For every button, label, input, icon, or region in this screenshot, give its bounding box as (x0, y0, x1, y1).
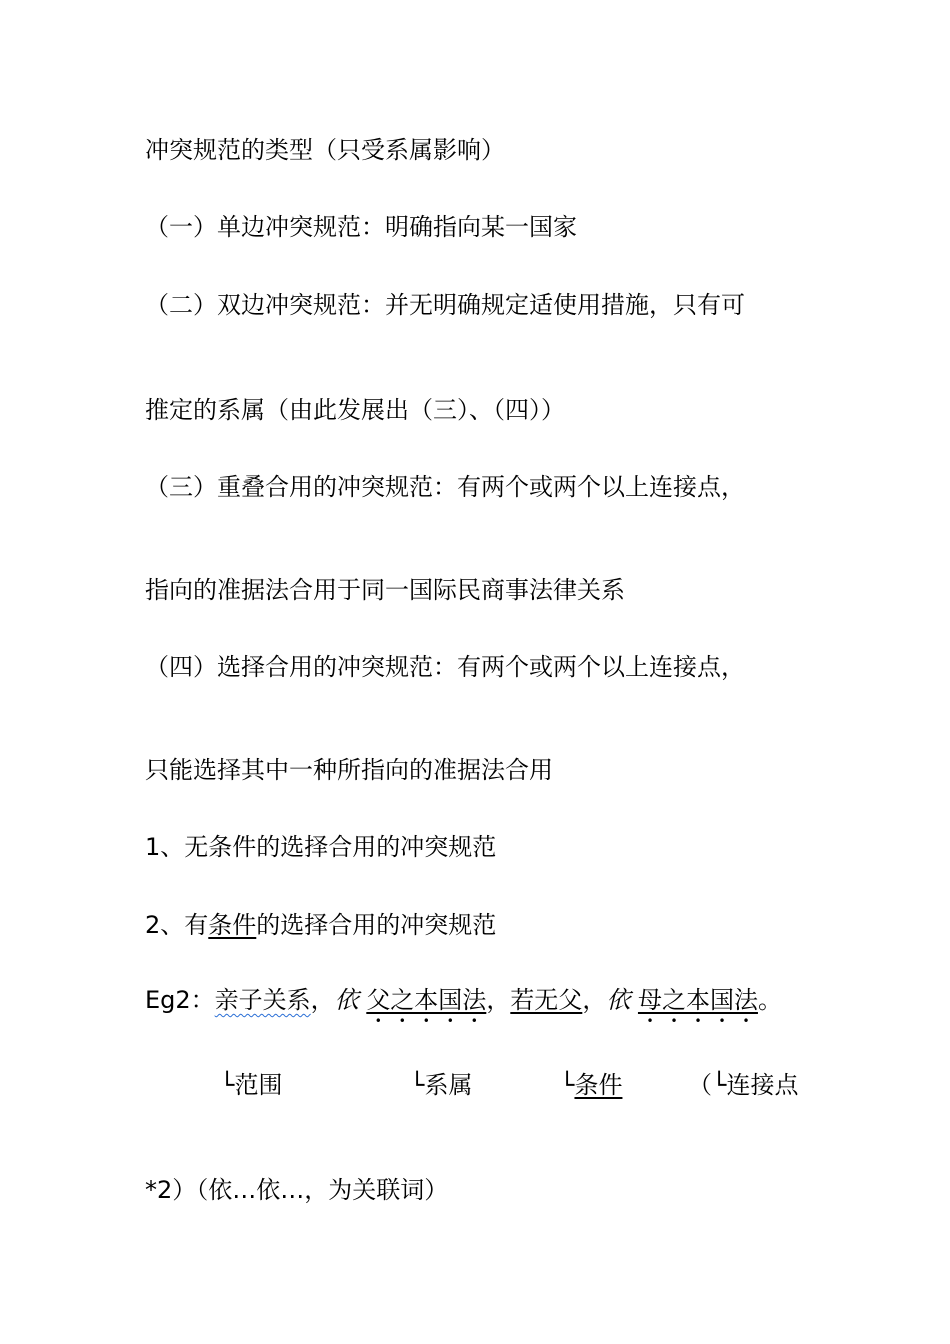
annotation-condition: └条件 (560, 1071, 623, 1099)
item-bilateral-line1: （二）双边冲突规范：并无明确规定适使用措施，只有可 (145, 291, 745, 319)
item-bilateral-line2: 推定的系属（由此发展出（三）、（四）） (145, 396, 565, 424)
example-comma: ， (582, 986, 607, 1014)
item-cumulative-line1: （三）重叠合用的冲突规范：有两个或两个以上连接点， (145, 473, 745, 501)
subitem-unconditional: 1、无条件的选择合用的冲突规范 (145, 833, 497, 861)
item-cumulative-line2: 指向的准据法合用于同一国际民商事法律关系 (145, 576, 625, 604)
example-end: 。 (757, 986, 782, 1014)
annotation-attribution: └系属 (410, 1071, 473, 1099)
example-father-law: 父之本国法 (366, 986, 487, 1014)
annotation-condition-text: 条件 (574, 1071, 623, 1099)
example-condition: 若无父 (510, 986, 583, 1014)
example-mother-law: 母之本国法 (637, 986, 758, 1014)
example-yi: 依 (334, 986, 359, 1014)
condition-underlined: 条件 (208, 911, 257, 939)
item-alternative-line2: 只能选择其中一种所指向的准据法合用 (145, 756, 553, 784)
footnote: *2）（依…依…，为关联词） (145, 1176, 449, 1204)
subitem-conditional (145, 910, 496, 940)
example-yi: 依 (606, 986, 631, 1014)
item-unilateral: （一）单边冲突规范：明确指向某一国家 (145, 213, 577, 241)
example-comma: ， (310, 986, 335, 1014)
example-scope: 亲子关系 (214, 986, 311, 1014)
example-comma: ， (486, 986, 511, 1014)
annotation-paren: （ (688, 1071, 712, 1099)
subitem-conditional-prefix: 2、有 (145, 911, 209, 939)
section-heading: 冲突规范的类型（只受系属影响） (145, 136, 505, 164)
annotation-connecting-point (688, 1070, 798, 1100)
annotation-point-text: └连接点 (712, 1071, 799, 1099)
subitem-conditional-suffix: 的选择合用的冲突规范 (256, 911, 497, 939)
annotation-scope: └范围 (220, 1071, 283, 1099)
item-alternative-line1: （四）选择合用的冲突规范：有两个或两个以上连接点， (145, 653, 745, 681)
example-line (145, 985, 782, 1028)
example-label: Eg2： (145, 986, 215, 1014)
